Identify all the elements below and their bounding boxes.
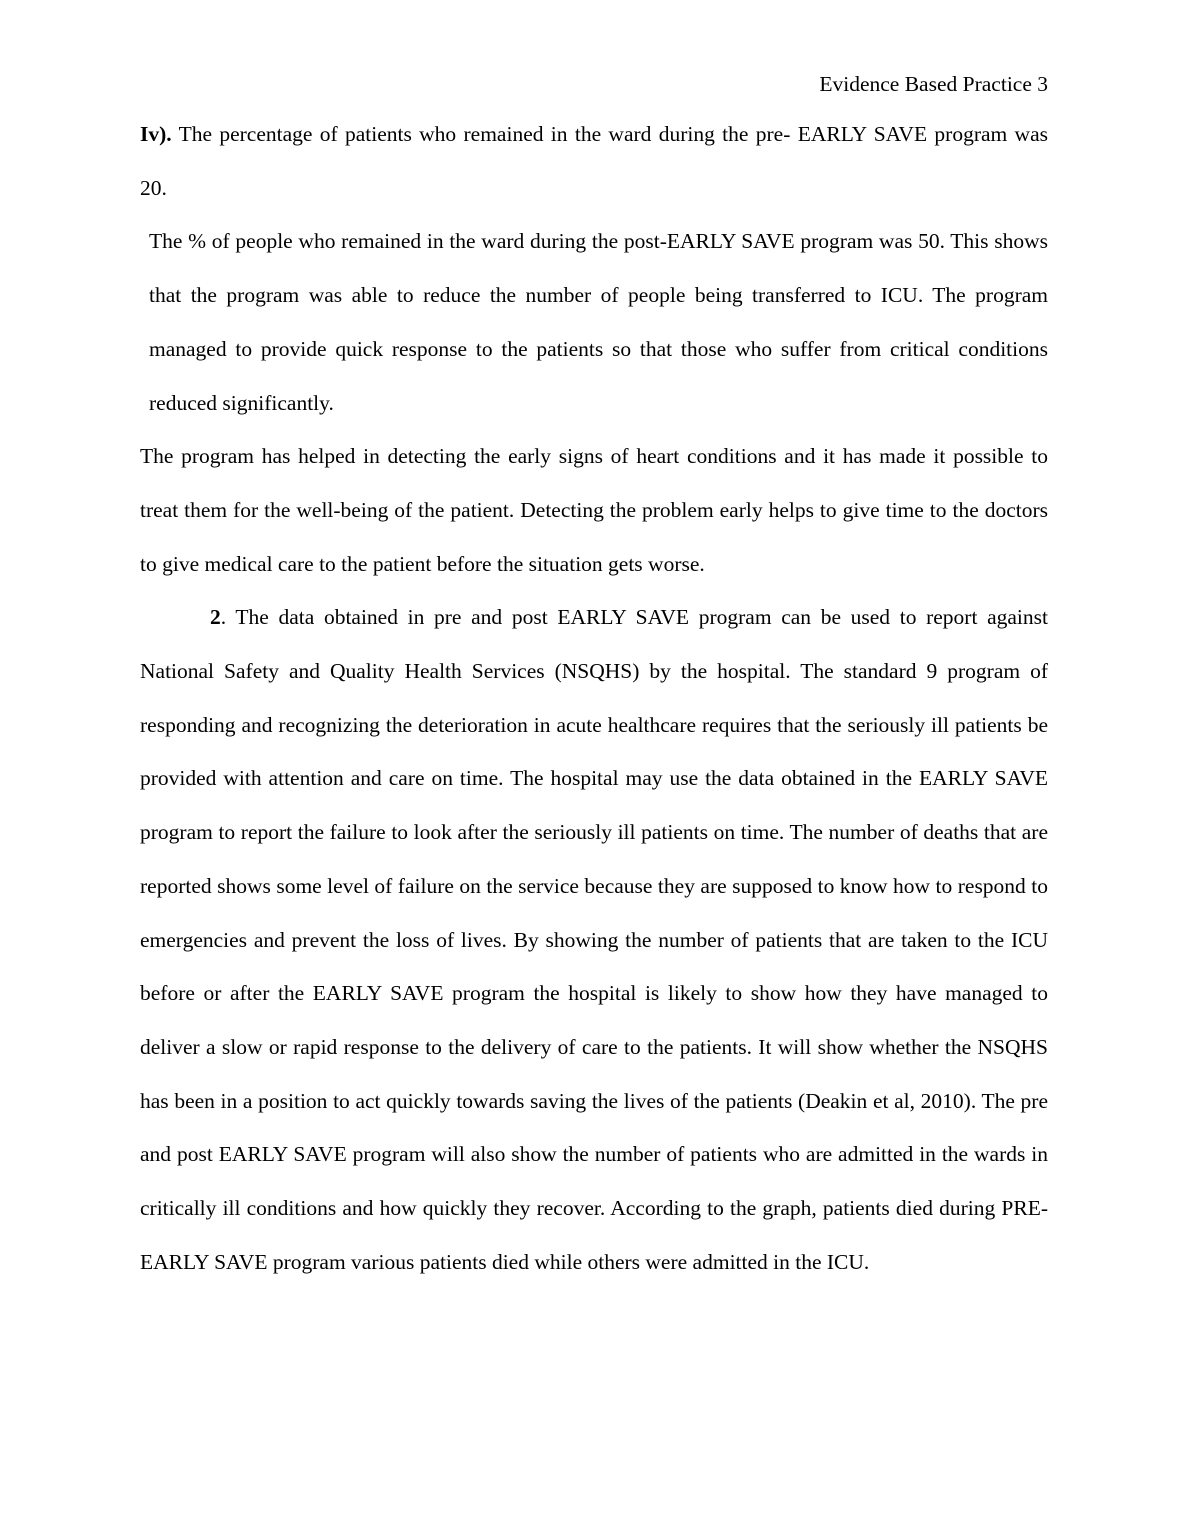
paragraph-post-program <box>140 215 1048 430</box>
paragraph-iv-label: Iv). <box>140 122 172 146</box>
running-head: Evidence Based Practice 3 <box>819 72 1048 96</box>
body-text <box>140 108 1048 1289</box>
paragraph-early-signs <box>140 430 1048 591</box>
paragraph-2-text: . The data obtained in pre and post EARLY SAVE program can be used to report against National Safety and Quality Health Services (NSQHS) by the hospital. The standard 9 program of responding and recognizing the deterioration in acute healthcare requires that the seriously ill patients be provided with attention and care on time. The hospital may use the data obtained in the EARLY SAVE program to report the failure to look after the seriously ill patients on time. The number of deaths that are reported shows some level of failure on the service because they are supposed to know how to respond to emergencies and prevent the loss of lives. By showing the number of patients that are taken to the ICU before or after the EARLY SAVE program the hospital is likely to show how they have managed to deliver a slow or rapid response to the delivery of care to the patients. It will show whether the NSQHS has been in a position to act quickly towards saving the lives of the patients (Deakin et al, 2010). The pre and post EARLY SAVE program will also show the number of patients who are admitted in the wards in critically ill conditions and how quickly they recover. According to the graph, patients died during PRE-EARLY SAVE program various patients died while others were admitted in the ICU. <box>140 605 1048 1274</box>
paragraph-iv <box>140 108 1048 215</box>
paragraph-iv-text: The percentage of patients who remained in the ward during the pre- EARLY SAVE program was 20. <box>140 122 1048 200</box>
paragraph-early-signs-text: The program has helped in detecting the early signs of heart conditions and it has made it possible to treat them for the well-being of the patient. Detecting the problem early helps to give time to the doctors to give medical care to the patient before the situation gets worse. <box>140 444 1048 576</box>
paragraph-2 <box>140 591 1048 1289</box>
paragraph-post-program-text: The % of people who remained in the ward during the post-EARLY SAVE program was 50. This shows that the program was able to reduce the number of people being transferred to ICU. The program managed to provide quick response to the patients so that those who suffer from critical conditions reduced significantly. <box>149 229 1048 415</box>
paragraph-2-label: 2 <box>210 605 221 630</box>
